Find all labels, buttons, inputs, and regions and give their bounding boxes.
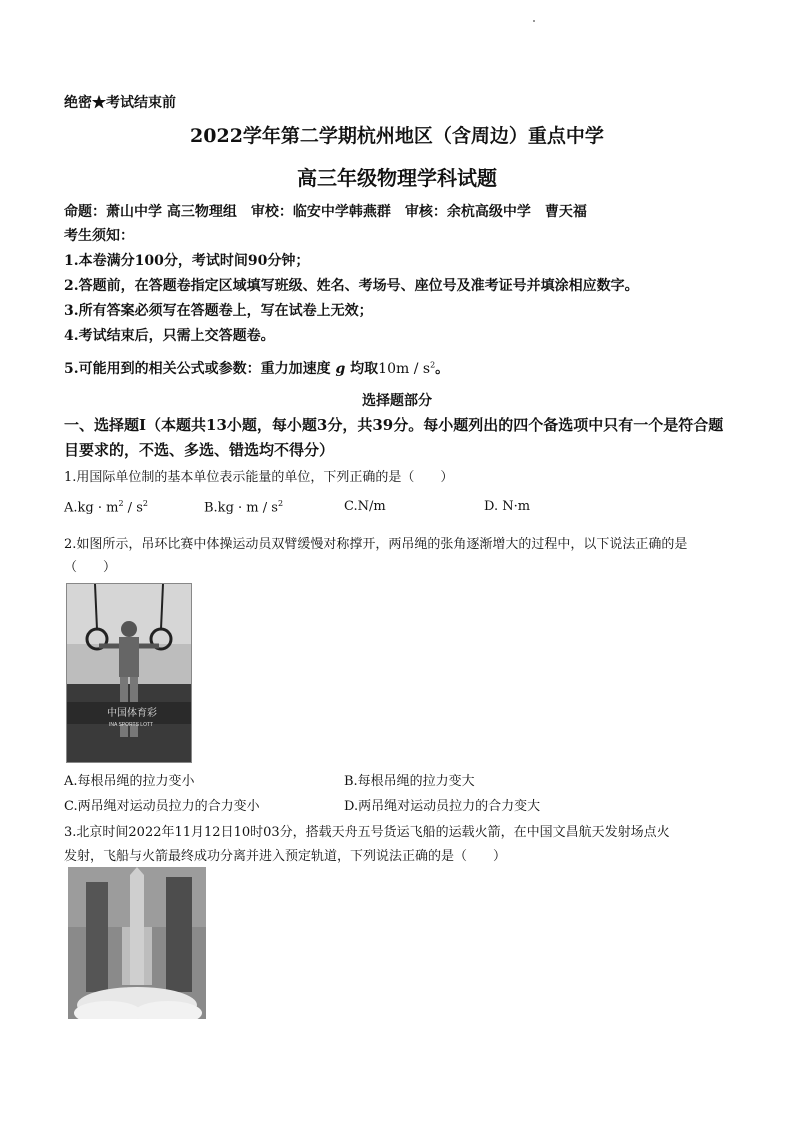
q2-option-a: A.每根吊绳的拉力变小 bbox=[64, 774, 195, 789]
q2-stem-line2: （ ） bbox=[64, 560, 117, 575]
q1-b-prefix: B.kg · m / s bbox=[204, 500, 278, 516]
q1-stem: 1.用国际单位制的基本单位表示能量的单位，下列正确的是（ ） bbox=[64, 470, 454, 485]
notice-item-5 bbox=[64, 358, 449, 378]
q2-option-d: D.两吊绳对运动员拉力的合力变大 bbox=[344, 799, 541, 814]
notice-item-2: 2.答题前，在答题卷指定区域填写班级、姓名、考场号、座位号及准考证号并填涂相应数字。 bbox=[64, 278, 639, 294]
credits-line: 命题：萧山中学 高三物理组 审校：临安中学韩燕群 审核：余杭高级中学 曹天福 bbox=[64, 204, 587, 220]
gymnast-rings-photo bbox=[66, 583, 192, 763]
q1-option-b bbox=[204, 499, 283, 515]
exam-title-line2: 高三年级物理学科试题 bbox=[297, 166, 497, 190]
q2-option-b: B.每根吊绳的拉力变大 bbox=[344, 774, 475, 789]
notice-item-4: 4.考试结束后，只需上交答题卷。 bbox=[64, 328, 275, 344]
notice-item-5-exp: 2 bbox=[430, 360, 436, 370]
notice-heading: 考生须知： bbox=[64, 228, 134, 244]
q1-a-prefix: A.kg · m bbox=[64, 500, 119, 516]
q1-a-exp2: 2 bbox=[142, 499, 148, 508]
q3-stem-line2: 发射，飞船与火箭最终成功分离并进入预定轨道，下列说法正确的是（ ） bbox=[64, 849, 507, 864]
confidential-label: 绝密★考试结束前 bbox=[64, 95, 176, 111]
q1-option-d: D. N·m bbox=[484, 499, 531, 514]
notice-item-3: 3.所有答案必须写在答题卷上，写在试卷上无效； bbox=[64, 303, 373, 319]
notice-item-5-var: g bbox=[335, 361, 346, 377]
gymnast-rings-image bbox=[67, 584, 191, 762]
q1-b-exp: 2 bbox=[277, 499, 284, 508]
q2-stem-line1: 2.如图所示，吊环比赛中体操运动员双臂缓慢对称撑开，两吊绳的张角逐渐增大的过程中，以下说法正确的是 bbox=[64, 537, 688, 552]
notice-item-5-end: 。 bbox=[435, 361, 450, 377]
q2-option-c: C.两吊绳对运动员拉力的合力变小 bbox=[64, 799, 260, 814]
photo-banner-text: 中国体育彩 bbox=[107, 708, 157, 719]
notice-item-1: 1.本卷满分100分，考试时间90分钟； bbox=[64, 253, 310, 269]
scan-dot bbox=[533, 20, 535, 22]
part1-instructions: 一、选择题Ⅰ（本题共13小题，每小题3分，共39分。每小题列出的四个备选项中只有一个是符合题目要求的，不选、多选、错选均不得分） bbox=[64, 416, 724, 459]
notice-item-5-mid: 均取 bbox=[350, 361, 379, 377]
q1-a-mid: / s bbox=[123, 500, 143, 516]
q3-stem-line1: 3.北京时间2022年11月12日10时03分，搭载天舟五号货运飞船的运载火箭，在中国文昌航天发射场点火 bbox=[64, 825, 670, 840]
photo-banner-subtext: INA SPORTS LOTT bbox=[109, 722, 154, 728]
q1-option-a bbox=[64, 499, 148, 515]
section-heading: 选择题部分 bbox=[362, 393, 432, 409]
notice-item-5-value: 10m / s bbox=[378, 361, 431, 377]
q1-a-exp1: 2 bbox=[118, 499, 124, 508]
rocket-launch-image bbox=[68, 867, 206, 1027]
rocket-launch-photo bbox=[68, 867, 206, 1027]
exam-title-line1: 2022学年第二学期杭州地区（含周边）重点中学 bbox=[190, 125, 604, 147]
notice-item-5-prefix: 5.可能用到的相关公式或参数：重力加速度 bbox=[64, 361, 331, 377]
q1-option-c: C.N/m bbox=[344, 499, 386, 514]
